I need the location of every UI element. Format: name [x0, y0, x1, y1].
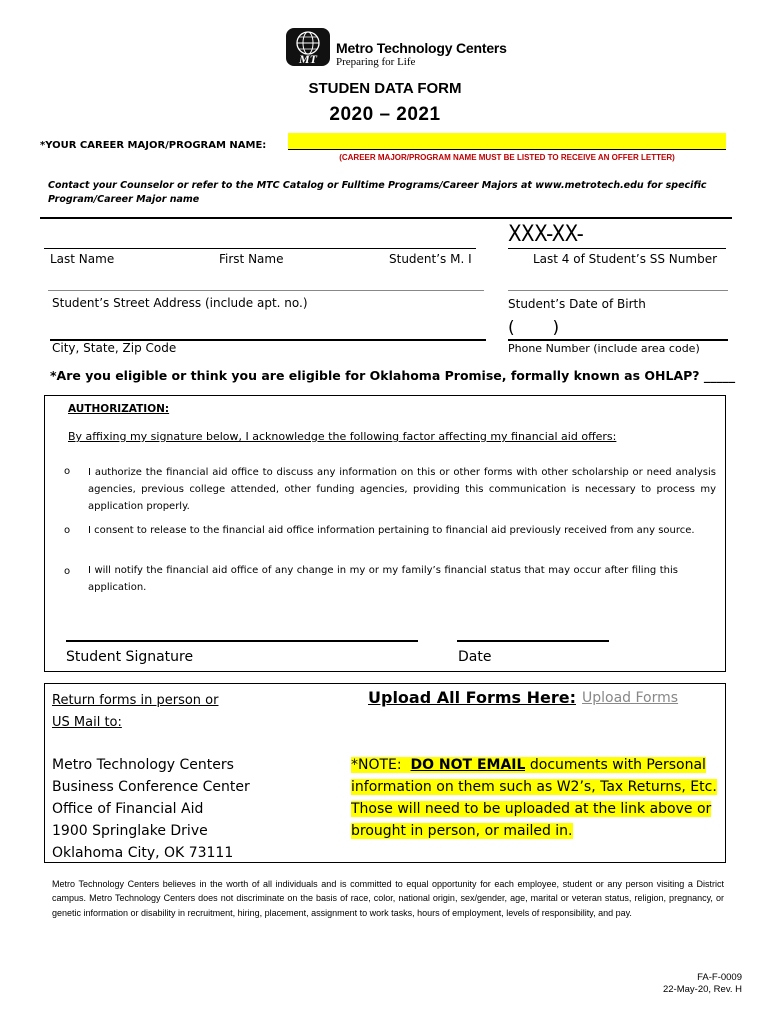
email-warning-note — [351, 754, 727, 842]
logo-name: Metro Technology Centers — [336, 40, 507, 56]
bullet-icon: o — [64, 525, 71, 536]
address-line: Business Conference Center — [52, 779, 250, 795]
date-label: Date — [458, 649, 492, 665]
bullet-icon: o — [64, 466, 71, 477]
date-of-birth-label: Student’s Date of Birth — [508, 297, 646, 311]
city-state-zip-label: City, State, Zip Code — [52, 341, 177, 355]
contact-note: Contact your Counselor or refer to the MTC Catalog or Fulltime Programs/Career Majors at www.metrotech.edu for specific Program/Career Major name — [48, 180, 707, 205]
first-name-label: First Name — [219, 252, 284, 266]
major-note: (CAREER MAJOR/PROGRAM NAME MUST BE LISTED TO RECEIVE AN OFFER LETTER) — [339, 153, 675, 162]
dob-line[interactable] — [508, 290, 728, 291]
logo-tagline: Preparing for Life — [336, 56, 416, 68]
note-strong: DO NOT EMAIL — [410, 757, 526, 773]
major-label: *YOUR CAREER MAJOR/PROGRAM NAME: — [40, 140, 267, 151]
upload-forms-link[interactable]: Upload Forms — [582, 690, 679, 706]
signature-label: Student Signature — [66, 649, 194, 665]
authorization-item: I consent to release to the financial aid office information pertaining to financial aid previously received from any source. — [88, 525, 695, 536]
logo-initials: MT — [299, 52, 317, 66]
street-address-label: Student’s Street Address (include apt. no.) — [52, 296, 308, 310]
authorization-title: AUTHORIZATION: — [68, 403, 170, 415]
address-line: Metro Technology Centers — [52, 757, 234, 773]
return-heading-line1: Return forms in person or — [52, 693, 219, 708]
phone-area-code: ( ) — [508, 318, 560, 338]
form-code-revision: 22-May-20, Rev. H — [662, 984, 742, 995]
major-input[interactable] — [288, 133, 726, 150]
form-year: 2020 – 2021 — [329, 104, 441, 125]
ssn-label: Last 4 of Student’s SS Number — [533, 252, 718, 266]
ssn-line[interactable] — [508, 248, 726, 249]
note-prefix: *NOTE: — [351, 757, 411, 773]
address-line: Office of Financial Aid — [52, 801, 204, 817]
name-line[interactable] — [44, 248, 476, 249]
mailing-address — [52, 754, 250, 864]
return-heading-line2: US Mail to: — [52, 715, 122, 730]
form-title: STUDEN DATA FORM — [308, 80, 462, 97]
phone-line[interactable] — [508, 339, 728, 341]
form-code — [600, 972, 742, 996]
bullet-icon: o — [64, 566, 71, 577]
authorization-item: I authorize the financial aid office to discuss any information on this or other forms with other scholarship or need analysis agencies, previous college attended, other funding agencies, providing this communication is necessary to process my application properly. — [88, 467, 716, 512]
address-line: 1900 Springlake Drive — [52, 823, 208, 839]
note-rest: documents with Personal information on them such as W2’s, Tax Returns, Etc. Those will need to be uploaded at the link above or brought in person, or mailed in. — [351, 757, 717, 839]
date-line[interactable] — [457, 640, 609, 642]
form-code-id: FA-F-0009 — [697, 972, 742, 983]
last-name-label: Last Name — [50, 252, 115, 266]
upload-label: Upload All Forms Here: — [368, 688, 576, 707]
address-line: Oklahoma City, OK 73111 — [52, 845, 234, 861]
authorization-item: I will notify the financial aid office of any change in my or my family’s financial status that may occur after filing this application. — [88, 565, 678, 593]
ssn-prefix: XXX-XX- — [508, 222, 584, 247]
return-heading — [52, 690, 218, 734]
authorization-intro: By affixing my signature below, I acknowledge the following factor affecting my financial aid offers: — [68, 430, 617, 443]
street-line[interactable] — [48, 290, 484, 291]
disclaimer: Metro Technology Centers believes in the worth of all individuals and is committed to equal opportunity for each employee, student or any person visiting a District campus. Metro Technology Centers does not discriminate on the basis of race, color, national origin, sex/gender, age, marital or veteran status, religion, pregnancy, or genetic information or disability in recruitment, hiring, placement, assignment to work tasks, hours of employment, levels of responsibility, and pay. — [52, 879, 724, 918]
ohlap-question: *Are you eligible or think you are eligible for Oklahoma Promise, formally known as OHLAP? _____ — [50, 368, 736, 383]
divider — [40, 217, 732, 219]
phone-label: Phone Number (include area code) — [508, 342, 700, 355]
middle-initial-label: Student’s M. I — [389, 252, 472, 266]
mtc-logo-icon — [286, 28, 330, 66]
signature-line[interactable] — [66, 640, 418, 642]
